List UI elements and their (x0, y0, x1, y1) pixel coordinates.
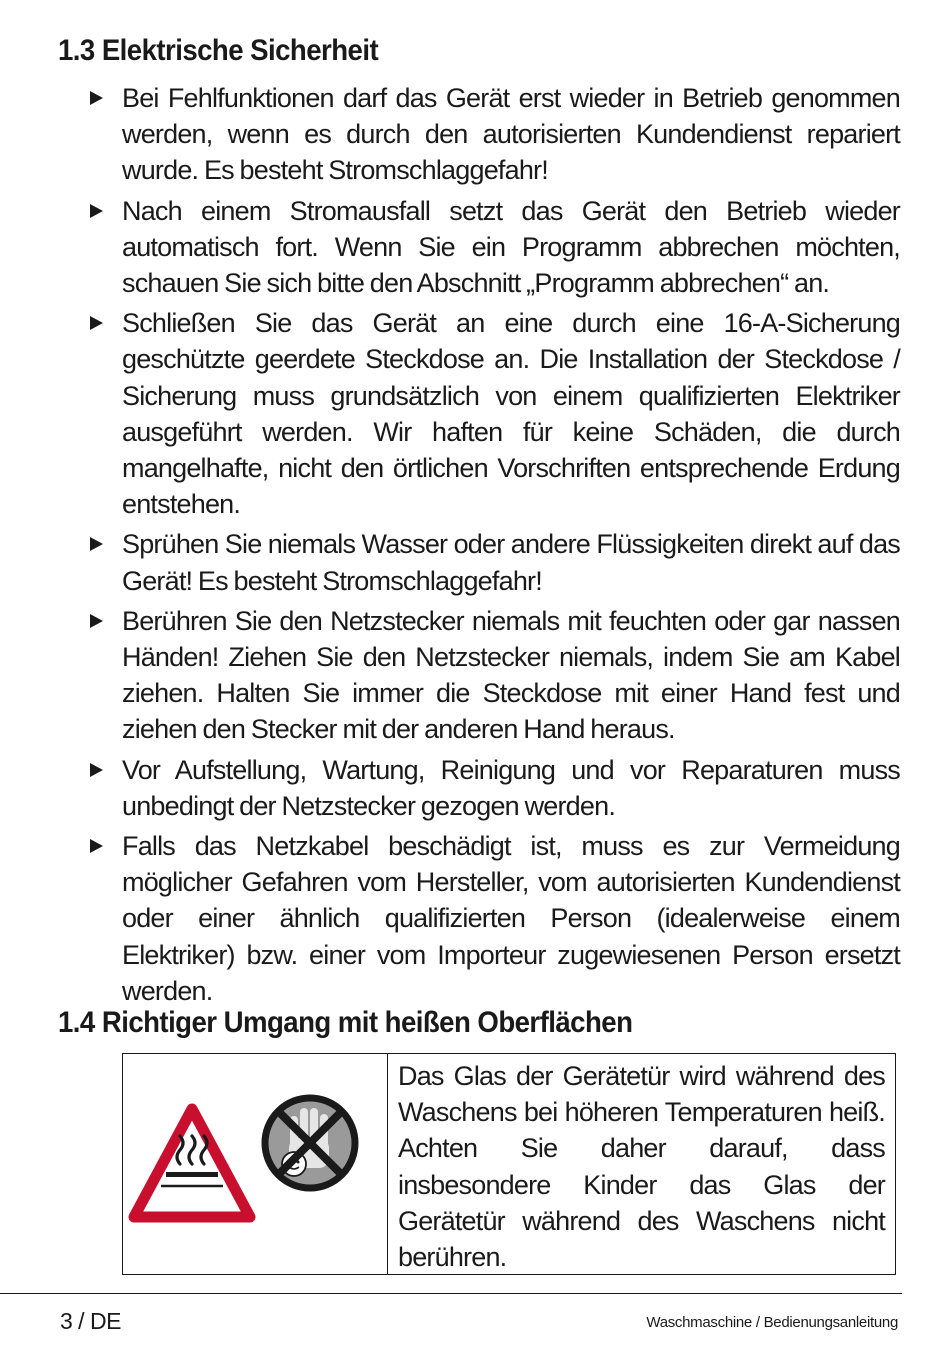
warning-icons-cell (123, 1054, 388, 1274)
list-item (88, 80, 900, 189)
footer-divider (0, 1293, 902, 1294)
list-item (88, 305, 900, 522)
list-item-text: Sprühen Sie niemals Wasser oder andere Flüssigkeiten direkt auf das Gerät! Es besteht Stromschlaggefahr! (122, 529, 900, 596)
page-number: 3 / DE (60, 1308, 121, 1334)
bullet-arrow-icon (90, 614, 103, 628)
do-not-touch-icon (265, 1098, 355, 1188)
bullet-arrow-icon (90, 204, 103, 218)
bullet-arrow-icon (90, 316, 103, 330)
section-heading-electrical-safety: 1.3 Elektrische Sicherheit (58, 34, 379, 67)
list-item-text: Falls das Netzkabel beschädigt ist, muss es zur Vermeidung möglicher Gefahren vom Hersteller, vom autorisierten Kundendienst oder einer ähnlich qualifizierten Person (idealerweise einem Elektriker) bzw. einer vom Importeur zugewiesenen Person ersetzt werden. (122, 831, 900, 1006)
bullet-arrow-icon (90, 839, 103, 853)
bullet-arrow-icon (90, 763, 103, 777)
document-title: Waschmaschine / Bedienungsanleitung (646, 1314, 898, 1331)
electrical-safety-list (88, 80, 900, 1013)
list-item-text: Berühren Sie den Netzstecker niemals mit feuchten oder gar nassen Händen! Ziehen Sie den Netzstecker niemals, indem Sie am Kabel ziehen. Halten Sie immer die Steckdose mit einer Hand fest und ziehen den Stecker mit der anderen Hand heraus. (122, 605, 900, 745)
bullet-arrow-icon (90, 91, 103, 105)
section-heading-hot-surfaces: 1.4 Richtiger Umgang mit heißen Oberflächen (58, 1006, 633, 1039)
list-item-text: Vor Aufstellung, Wartung, Reinigung und vor Reparaturen muss unbedingt der Netzstecker gezogen werden. (122, 754, 900, 821)
bullet-arrow-icon (90, 537, 103, 551)
hot-surface-warning-table (122, 1053, 896, 1275)
list-item (88, 526, 900, 598)
list-item-text: Bei Fehlfunktionen darf das Gerät erst wieder in Betrieb genommen werden, wenn es durch den autorisierten Kundendienst repariert wurde. Es besteht Stromschlaggefahr! (122, 83, 900, 186)
list-item (88, 828, 900, 1009)
list-item (88, 752, 900, 824)
warning-icons (123, 1054, 385, 1274)
hot-surface-warning-icon (134, 1109, 250, 1217)
warning-text: Das Glas der Gerätetür wird während des Waschens bei höheren Temperaturen heiß. Achten Sie daher darauf, dass insbesondere Kinder das Glas der Gerätetür während des Waschens nicht berühren. (398, 1061, 885, 1273)
list-item-text: Nach einem Stromausfall setzt das Gerät den Betrieb wieder automatisch fort. Wenn Sie ein Programm abbrechen möchten, schauen Sie sich bitte den Abschnitt „Programm abbrechen“ an. (122, 195, 900, 299)
list-item-text: Schließen Sie das Gerät an eine durch eine 16-A-Sicherung geschützte geerdete Steckdose an. Die Installation der Steckdose / Sicherung muss grundsätzlich von einem qualifizierten Elektriker ausgeführt werden. Wir haften für keine Schäden, die durch mangelhafte, nicht den örtlichen Vorschriften entsprechende Erdung entstehen. (122, 308, 900, 520)
list-item (88, 193, 900, 302)
list-item (88, 603, 900, 748)
